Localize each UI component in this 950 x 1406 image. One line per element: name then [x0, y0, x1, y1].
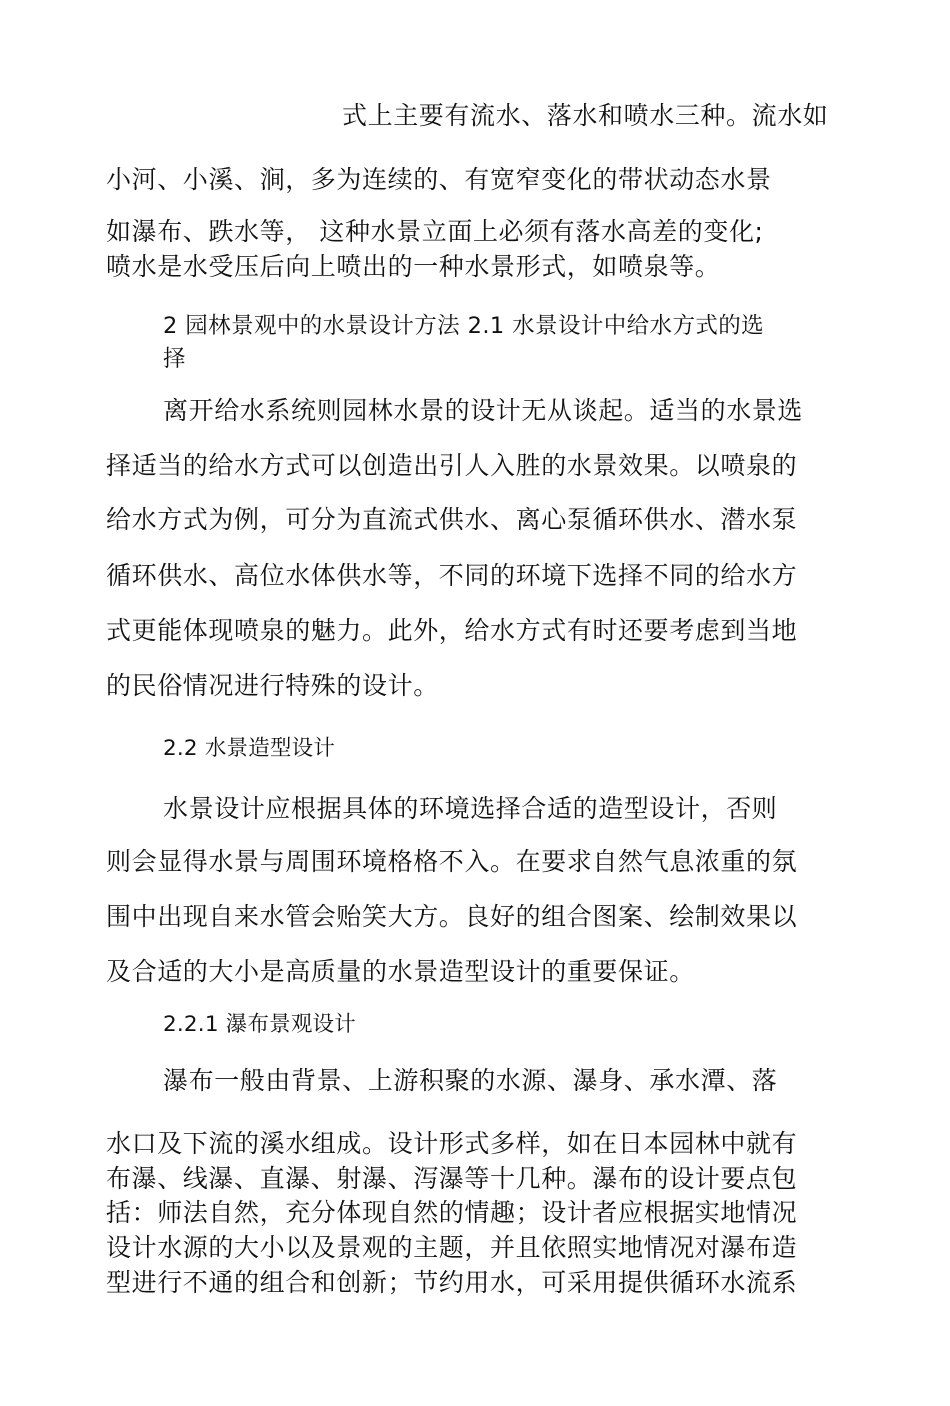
body-text-line: 型进行不通的组合和创新；节约用水，可采用提供循环水流系: [106, 1268, 798, 1297]
body-text-line: 喷水是水受压后向上喷出的一种水景形式，如喷泉等。: [106, 252, 721, 281]
body-text-line: 括：师法自然，充分体现自然的情趣；设计者应根据实地情况: [106, 1198, 798, 1227]
body-text-line: 循环供水、高位水体供水等，不同的环境下选择不同的给水方: [106, 561, 798, 590]
section-heading: 2.2.1 瀑布景观设计: [163, 1012, 356, 1037]
body-text-line: 小河、小溪、涧，多为连续的、有宽窄变化的带状动态水景: [106, 165, 772, 194]
body-text-line: 离开给水系统则园林水景的设计无从谈起。适当的水景选: [163, 396, 804, 425]
body-text-line: 水口及下流的溪水组成。设计形式多样，如在日本园林中就有: [106, 1129, 798, 1158]
section-heading-continued: 择: [163, 346, 186, 372]
section-heading: 2 园林景观中的水景设计方法 2.1 水景设计中给水方式的选: [163, 313, 765, 339]
body-text-line: 布瀑、线瀑、直瀑、射瀑、泻瀑等十几种。瀑布的设计要点包: [106, 1164, 798, 1193]
body-text-line: 式更能体现喷泉的魅力。此外，给水方式有时还要考虑到当地: [106, 616, 798, 645]
body-text-line: 则会显得水景与周围环境格格不入。在要求自然气息浓重的氛: [106, 847, 798, 876]
body-text-line: 的民俗情况进行特殊的设计。: [106, 671, 439, 700]
body-text-line: 设计水源的大小以及景观的主题，并且依照实地情况对瀑布造: [106, 1233, 798, 1262]
body-text-line: 式上主要有流水、落水和喷水三种。流水如: [342, 101, 829, 130]
body-text-line: 水景设计应根据具体的环境选择合适的造型设计，否则: [163, 794, 778, 823]
body-text-line: 择适当的给水方式可以创造出引人入胜的水景效果。以喷泉的: [106, 451, 798, 480]
body-text-line: 及合适的大小是高质量的水景造型设计的重要保证。: [106, 957, 695, 986]
section-heading: 2.2 水景造型设计: [163, 736, 336, 761]
body-text-line: 给水方式为例，可分为直流式供水、离心泵循环供水、潜水泵: [106, 505, 798, 534]
body-text-line: 瀑布一般由背景、上游积聚的水源、瀑身、承水潭、落: [163, 1066, 778, 1095]
body-text-line: 围中出现自来水管会贻笑大方。良好的组合图案、绘制效果以: [106, 902, 798, 931]
body-text-line: 如瀑布、跌水等， 这种水景立面上必须有落水高差的变化;: [106, 217, 764, 246]
